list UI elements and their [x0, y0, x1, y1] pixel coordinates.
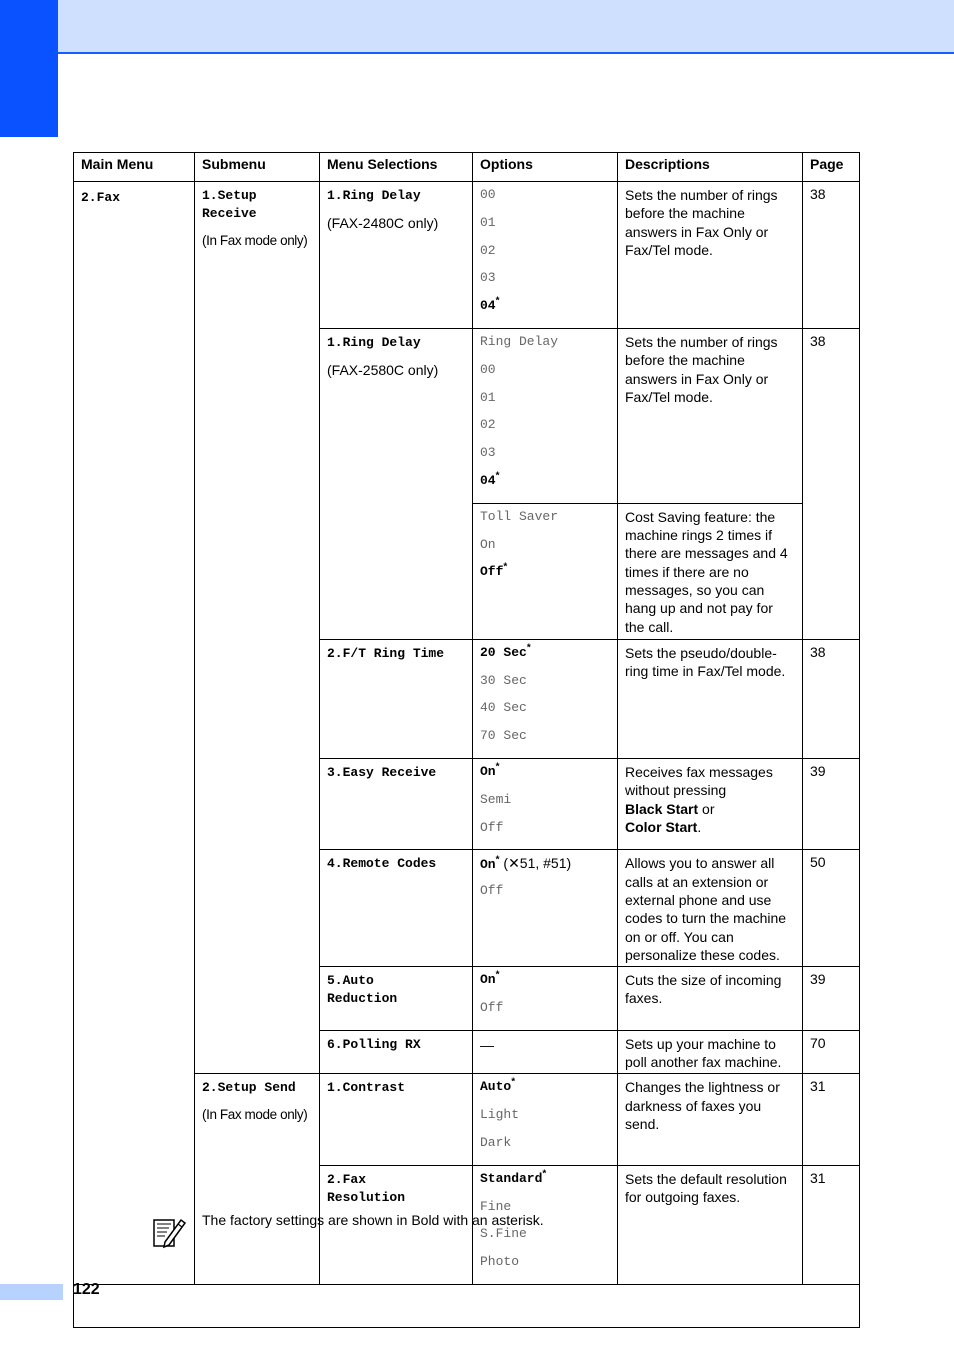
option-item: 02: [480, 242, 496, 258]
option-item: 01: [480, 214, 496, 230]
page-ref: 31: [810, 1169, 826, 1186]
options-cell: [473, 182, 618, 329]
model-note: (FAX-2480C only): [327, 215, 439, 231]
page-cell: [803, 1030, 860, 1074]
options-cell: [473, 503, 618, 639]
option-item: 02: [480, 417, 496, 433]
selection-ft-ring-time: 2.F/T Ring Time: [327, 645, 445, 661]
page-ref: 70: [810, 1034, 826, 1051]
note-cell: [74, 1284, 860, 1327]
option-default: Standard*: [480, 1168, 547, 1186]
description-text: Cost Saving feature: the machine rings 2 times if there are messages and 4 times if there are no messages, so you can hang up and not pay for the call.: [625, 508, 788, 635]
selection-easy-receive: 3.Easy Receive: [327, 764, 437, 780]
description-text: Sets up your machine to poll another fax machine.: [625, 1035, 782, 1071]
note-row: [74, 1284, 860, 1327]
option-item: 00: [480, 361, 496, 377]
col-header-descriptions: Descriptions: [618, 153, 803, 182]
option-item: Dark: [480, 1134, 512, 1150]
selection-polling-rx: 6.Polling RX: [327, 1036, 421, 1052]
col-header-options: Options: [473, 153, 618, 182]
page-ref: 39: [810, 762, 826, 779]
selection-auto-reduction-line1: 5.Auto: [327, 973, 374, 989]
options-cell: [473, 1074, 618, 1165]
option-item: Toll Saver: [480, 508, 559, 524]
option-default: Auto*: [480, 1076, 516, 1095]
submenu-setup-send: 2.Setup Send: [202, 1080, 296, 1096]
option-item: On: [480, 536, 496, 552]
page-cell: [803, 1165, 860, 1284]
selection-cell: [320, 1074, 473, 1165]
description-cell: [618, 1030, 803, 1074]
description-cell: [618, 503, 803, 639]
description-cell: [618, 182, 803, 329]
option-item: Semi: [480, 791, 512, 807]
option-item: Photo: [480, 1254, 520, 1270]
page-cell: [803, 639, 860, 758]
selection-cell: [320, 639, 473, 758]
table-header-row: [74, 153, 860, 182]
selection-cell: [320, 182, 473, 329]
page-cell: [803, 850, 860, 967]
main-menu-cell: [74, 182, 195, 1285]
col-header-main-menu: Main Menu: [74, 153, 195, 182]
page-cell: [803, 758, 860, 849]
option-item: 00: [480, 187, 496, 202]
option-item: Off: [480, 883, 504, 899]
option-item: Off: [480, 999, 504, 1015]
description-text: Sets the pseudo/double-ring time in Fax/Tel mode.: [625, 644, 786, 680]
selection-ring-delay: 1.Ring Delay: [327, 334, 421, 350]
description-text: Sets the number of rings before the machine answers in Fax Only or Fax/Tel mode.: [625, 333, 778, 405]
option-none: —: [480, 1036, 494, 1053]
description-cell: [618, 1165, 803, 1284]
page-cell: [803, 1074, 860, 1165]
options-cell: [473, 1030, 618, 1074]
option-item: 70 Sec: [480, 728, 527, 744]
page-ref: 38: [810, 643, 826, 660]
selection-cell: [320, 850, 473, 967]
selection-contrast: 1.Contrast: [327, 1080, 406, 1096]
note-pencil-icon: [151, 1214, 187, 1255]
option-default: On* (✕51, #51): [480, 855, 572, 873]
selection-fax-resolution-line1: 2.Fax: [327, 1171, 367, 1187]
selection-remote-codes: 4.Remote Codes: [327, 856, 437, 872]
description-text: Changes the lightness or darkness of faxes you send.: [625, 1079, 780, 1132]
options-cell: [473, 967, 618, 1031]
option-default: Off*: [480, 562, 508, 580]
selection-fax-resolution-line2: Resolution: [327, 1189, 406, 1205]
options-cell: [473, 639, 618, 758]
col-header-page: Page: [803, 153, 860, 182]
description-cell: [618, 328, 803, 503]
description-text: Sets the default resolution for outgoing faxes.: [625, 1170, 787, 1205]
page-cell: [803, 328, 860, 639]
option-item: 40 Sec: [480, 700, 527, 716]
page-ref: 31: [810, 1078, 826, 1095]
submenu-setup-receive-cell: [195, 182, 320, 1074]
option-default: On*: [480, 969, 500, 988]
description-cell: [618, 758, 803, 849]
option-item: Light: [480, 1107, 520, 1123]
col-header-submenu: Submenu: [195, 153, 320, 182]
page-cell: [803, 182, 860, 329]
selection-cell: [320, 328, 473, 639]
options-cell: [473, 850, 618, 967]
page-ref: 38: [810, 332, 826, 349]
option-item: Fine: [480, 1198, 512, 1214]
footer-band: [0, 1284, 63, 1300]
selection-cell: [320, 1030, 473, 1074]
page-number: 122: [73, 1281, 100, 1298]
chapter-tab: [0, 0, 58, 137]
option-default: On*: [480, 761, 500, 779]
menu-table: [73, 152, 860, 1328]
option-item: 03: [480, 270, 496, 286]
page-ref: 38: [810, 186, 826, 202]
description-text: Allows you to answer all calls at an extension or external phone and use codes to turn the machine on or off. You can personalize these codes.: [625, 855, 787, 963]
main-menu-fax: 2.Fax: [81, 190, 121, 205]
option-default: 04*: [480, 295, 500, 314]
option-default: 20 Sec*: [480, 642, 531, 660]
submenu-setup-send-cell: [195, 1074, 320, 1285]
table-row: [74, 182, 860, 329]
option-item: 30 Sec: [480, 672, 527, 688]
page-ref: 50: [810, 854, 826, 871]
submenu-setup-receive-line1: 1.Setup: [202, 188, 257, 203]
col-header-menu-selections: Menu Selections: [320, 153, 473, 182]
page-cell: [803, 967, 860, 1031]
selection-ring-delay: 1.Ring Delay: [327, 188, 421, 203]
selection-auto-reduction-line2: Reduction: [327, 991, 398, 1007]
note-text: The factory settings are shown in Bold with an asterisk.: [202, 1212, 544, 1228]
header-band: [58, 0, 954, 54]
option-item: Ring Delay: [480, 333, 559, 349]
option-default: 04*: [480, 470, 500, 488]
description-text: Sets the number of rings before the machine answers in Fax Only or Fax/Tel mode.: [625, 187, 778, 258]
option-item: 03: [480, 445, 496, 461]
description-cell: [618, 850, 803, 967]
model-note: (FAX-2580C only): [327, 361, 439, 378]
description-text: Cuts the size of incoming faxes.: [625, 972, 782, 1007]
selection-cell: [320, 758, 473, 849]
option-item: 01: [480, 389, 496, 405]
description-cell: [618, 967, 803, 1031]
description-cell: [618, 1074, 803, 1165]
description-cell: [618, 639, 803, 758]
selection-cell: [320, 967, 473, 1031]
submenu-setup-receive-line2: Receive: [202, 206, 257, 221]
submenu-mode-note: (In Fax mode only): [202, 1107, 308, 1123]
options-cell: [473, 758, 618, 849]
submenu-mode-note: (In Fax mode only): [202, 233, 308, 248]
description-text: Receives fax messages without pressing Black Start or Color Start.: [625, 763, 773, 835]
options-cell: [473, 328, 618, 503]
option-item: Off: [480, 819, 504, 835]
page-ref: 39: [810, 971, 826, 988]
option-item: S.Fine: [480, 1226, 527, 1242]
